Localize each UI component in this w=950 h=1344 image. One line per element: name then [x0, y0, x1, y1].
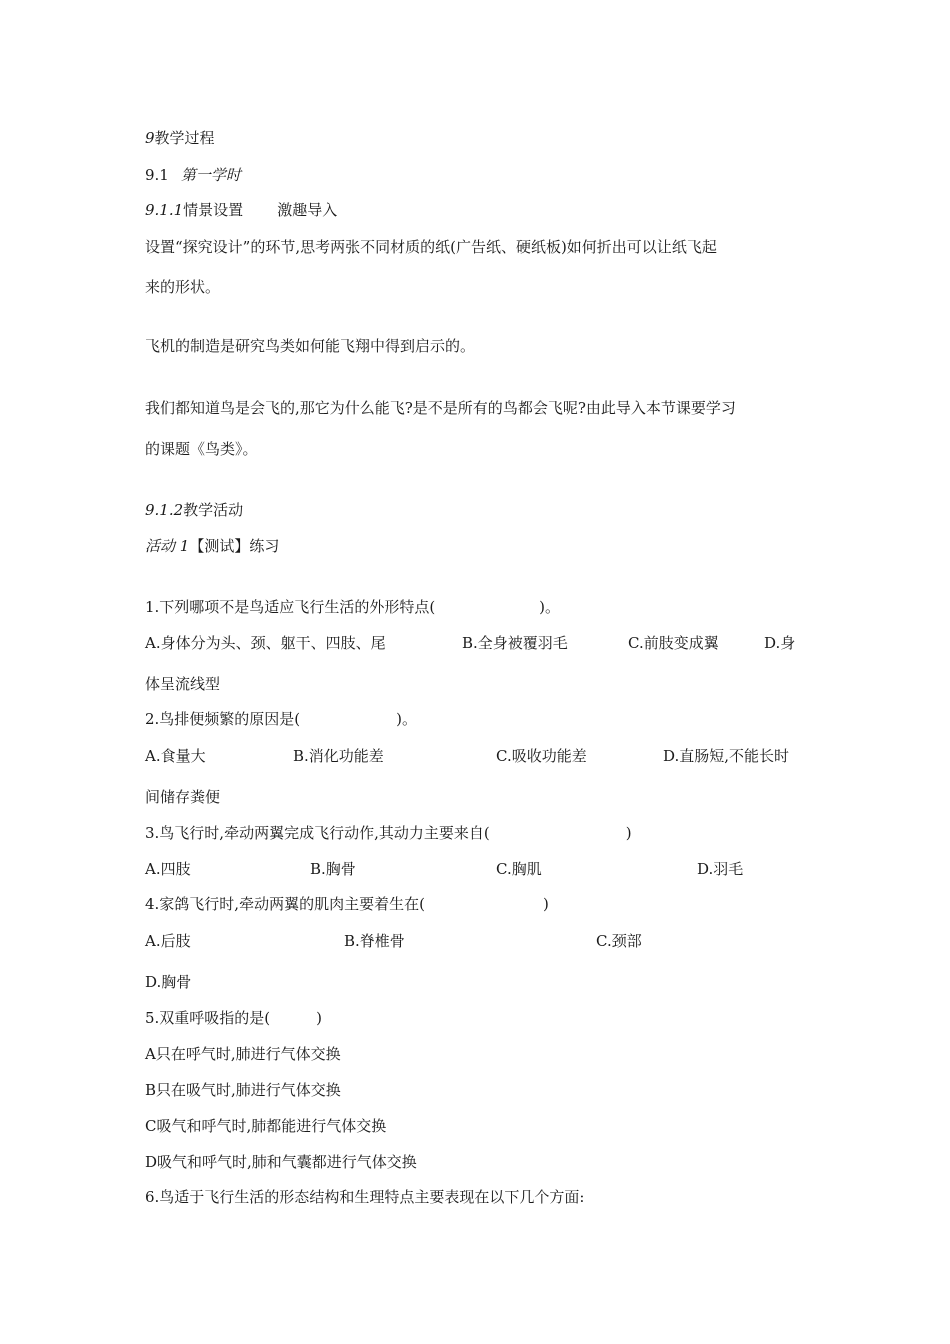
paragraph-line: 来的形状。 [145, 278, 221, 296]
subsubsection-heading: 9.1.1情景设置 激趣导入 [145, 201, 338, 219]
option-d: D.胸骨 [145, 973, 192, 991]
option-d: D.身 [764, 634, 796, 652]
option-a: A.后肢 [145, 932, 191, 950]
activity-label: 活动 1【测试】练习 [145, 537, 280, 555]
question-stem: 5.双重呼吸指的是( ) [145, 1009, 323, 1027]
option-a: A只在呼气时,肺进行气体交换 [145, 1045, 341, 1063]
option-a: A.食量大 [145, 747, 206, 765]
option-continuation: 体呈流线型 [145, 675, 221, 693]
activity-heading: 9.1.2教学活动 [145, 501, 244, 519]
question-stem: 4.家鸽飞行时,牵动两翼的肌肉主要着生在( ) [145, 895, 549, 913]
question-stem: 6.鸟适于飞行生活的形态结构和生理特点主要表现在以下几个方面: [145, 1188, 585, 1206]
option-a: A.身体分为头、颈、躯干、四肢、尾 [145, 634, 386, 652]
option-c: C.前肢变成翼 [628, 634, 719, 652]
paragraph-line: 的课题《鸟类》。 [145, 440, 258, 458]
option-c: C.吸收功能差 [496, 747, 587, 765]
option-continuation: 间储存粪便 [145, 788, 221, 806]
section-heading: 9教学过程 [145, 129, 215, 147]
option-d: D吸气和呼气时,肺和气囊都进行气体交换 [145, 1153, 417, 1171]
option-b: B只在吸气时,肺进行气体交换 [145, 1081, 341, 1099]
option-a: A.四肢 [145, 860, 191, 878]
question-stem: 2.鸟排便频繁的原因是( )。 [145, 710, 418, 728]
question-stem: 3.鸟飞行时,牵动两翼完成飞行动作,其动力主要来自( ) [145, 824, 632, 842]
option-c: C吸气和呼气时,肺都能进行气体交换 [145, 1117, 387, 1135]
option-d: D.直肠短,不能长时 [663, 747, 790, 765]
option-b: B.脊椎骨 [344, 932, 405, 950]
subsection-heading: 9.1 第一学时 [145, 166, 241, 184]
option-b: B.全身被覆羽毛 [462, 634, 568, 652]
option-b: B.消化功能差 [293, 747, 384, 765]
option-c: C.颈部 [596, 932, 642, 950]
paragraph-line: 我们都知道鸟是会飞的,那它为什么能飞?是不是所有的鸟都会飞呢?由此导入本节课要学习 [145, 399, 736, 417]
question-stem: 1.下列哪项不是鸟适应飞行生活的外形特点( )。 [145, 598, 561, 616]
paragraph-line: 飞机的制造是研究鸟类如何能飞翔中得到启示的。 [145, 337, 476, 355]
paragraph-line: 设置“探究设计”的环节,思考两张不同材质的纸(广告纸、硬纸板)如何折出可以让纸飞起 [145, 238, 717, 256]
option-c: C.胸肌 [496, 860, 542, 878]
option-d: D.羽毛 [697, 860, 744, 878]
option-b: B.胸骨 [310, 860, 356, 878]
